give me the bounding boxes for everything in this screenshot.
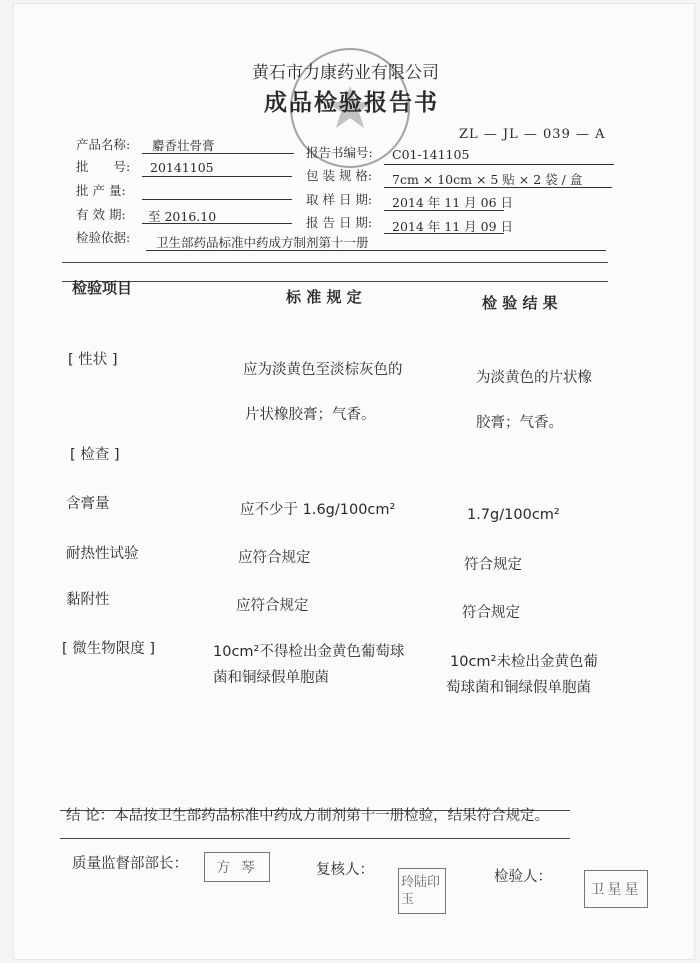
table-top-rule <box>62 262 608 263</box>
company-name: 黄石市力康药业有限公司 <box>252 63 439 83</box>
reviewer-stamp: 玲陆印玉 <box>398 868 446 914</box>
section-character: [ 性状 ] <box>68 352 118 368</box>
table-row-item: 黏附性 <box>66 592 110 608</box>
table-row-standard: 应符合规定 <box>236 598 309 614</box>
table-row-item: 耐热性试验 <box>66 546 139 562</box>
conclusion: 结 论：本品按卫生部药品标准中药成方制剂第十一册检验，结果符合规定。 <box>66 808 550 824</box>
table-top-rule <box>62 281 608 282</box>
microbial-result-line: 10cm²未检出金黄色葡 <box>450 654 598 670</box>
report-title: 成品检验报告书 <box>264 89 439 116</box>
underline <box>384 233 504 234</box>
batch-label: 批 号: <box>76 159 131 174</box>
product-name-label: 产品名称: <box>76 137 131 152</box>
report-date-label: 报 告 日 期: <box>306 215 373 230</box>
table-row-result: 符合规定 <box>462 605 520 621</box>
underline <box>384 164 614 165</box>
sample-date-value: 2014 年 11 月 06 日 <box>392 195 513 210</box>
underline <box>146 250 606 251</box>
product-name-value: 麝香壮骨膏 <box>152 138 215 153</box>
column-header-standard: 标 准 规 定 <box>286 288 362 306</box>
package-label: 包 装 规 格: <box>306 168 373 183</box>
table-row-result: 符合规定 <box>464 557 522 573</box>
package-value: 7cm × 10cm × 5 贴 × 2 袋 / 盒 <box>392 172 583 187</box>
expiry-value: 至 2016.10 <box>148 209 217 224</box>
table-row-standard: 应符合规定 <box>238 550 311 566</box>
report-no-label: 报告书编号: <box>306 145 373 160</box>
table-row-standard: 应不少于 1.6g/100cm² <box>240 502 396 518</box>
report-date-value: 2014 年 11 月 09 日 <box>392 219 513 234</box>
section-check: [ 检查 ] <box>70 447 120 463</box>
conclusion-bottom-rule <box>60 838 570 839</box>
column-header-result: 检 验 结 果 <box>482 294 558 312</box>
microbial-result-line: 萄球菌和铜绿假单胞菌 <box>446 680 591 696</box>
underline <box>142 223 292 224</box>
microbial-standard-line: 菌和铜绿假单胞菌 <box>213 670 329 686</box>
character-standard-line: 片状橡胶膏；气香。 <box>245 407 376 423</box>
table-row-item: 含膏量 <box>66 496 110 512</box>
basis-value: 卫生部药品标准中药成方制剂第十一册 <box>156 235 369 250</box>
section-microbial: [ 微生物限度 ] <box>62 641 156 657</box>
underline <box>384 210 504 211</box>
character-standard-line: 应为淡黄色至淡棕灰色的 <box>243 362 403 378</box>
character-result-line: 为淡黄色的片状橡 <box>476 370 592 386</box>
reviewer-label: 复核人： <box>316 862 374 878</box>
qa-head-stamp: 方 琴 <box>204 852 270 882</box>
report-no-value: C01-141105 <box>392 147 470 162</box>
microbial-standard-line: 10cm²不得检出金黄色葡萄球 <box>213 644 405 660</box>
batch-qty-label: 批 产 量: <box>76 183 126 198</box>
sample-date-label: 取 样 日 期: <box>306 192 373 207</box>
column-header-item: 检验项目 <box>72 279 133 297</box>
expiry-label: 有 效 期: <box>76 207 126 222</box>
character-result-line: 胶膏；气香。 <box>476 415 563 431</box>
document-number: ZL — JL — 039 — A <box>459 127 606 142</box>
qa-head-label: 质量监督部部长： <box>72 856 188 872</box>
inspector-stamp: 卫星星 <box>584 870 648 908</box>
basis-label: 检验依据: <box>76 230 131 245</box>
underline <box>142 153 294 154</box>
batch-value: 20141105 <box>150 160 214 175</box>
underline <box>142 199 292 200</box>
underline <box>384 187 612 188</box>
underline <box>142 176 292 177</box>
inspector-label: 检验人： <box>494 869 552 885</box>
table-row-result: 1.7g/100cm² <box>467 507 560 523</box>
